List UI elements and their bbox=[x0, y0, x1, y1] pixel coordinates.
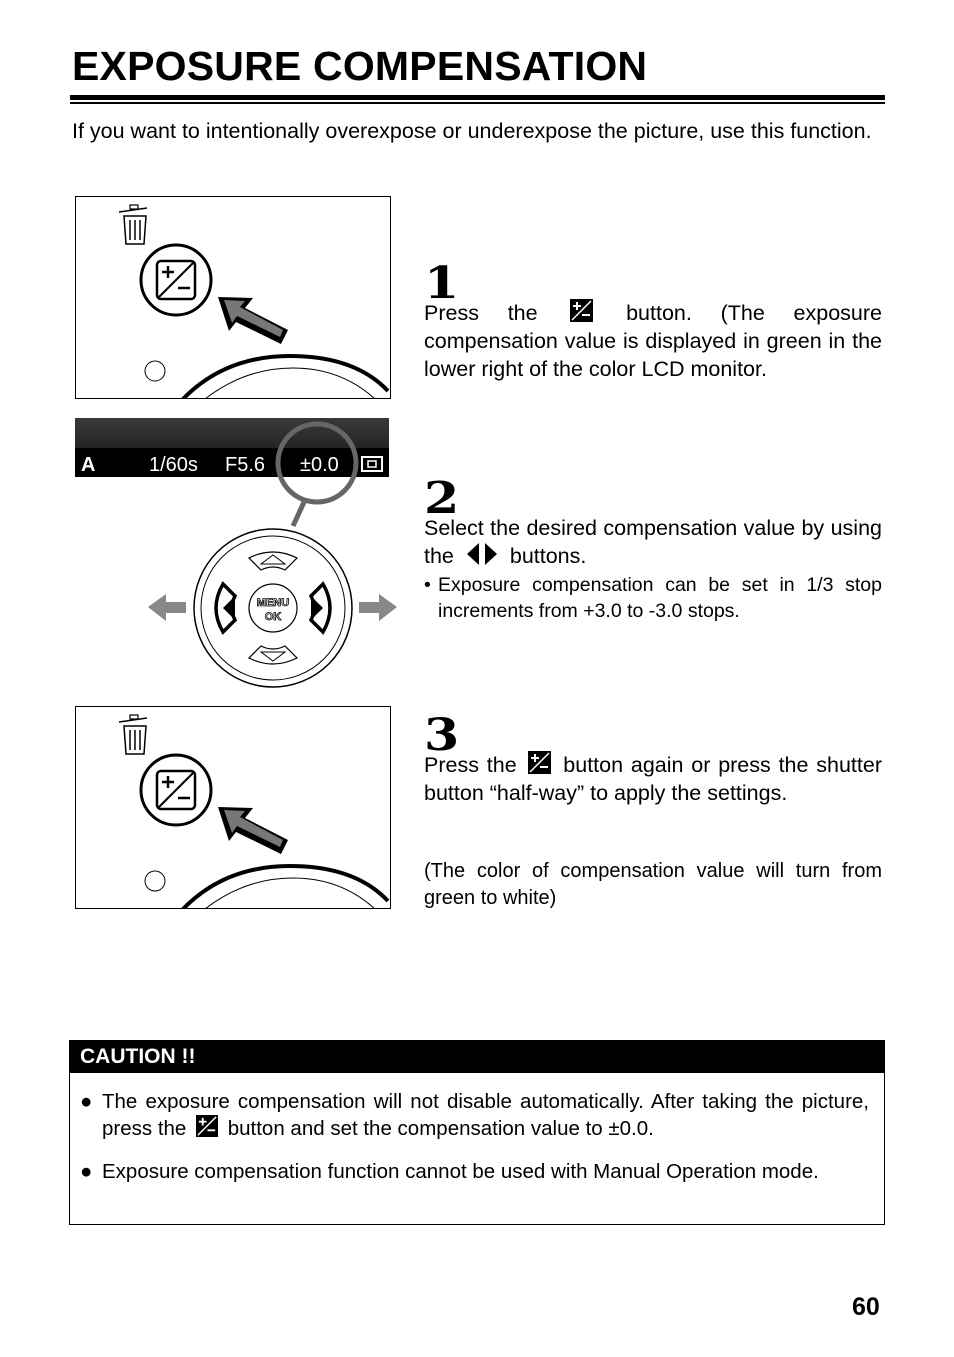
caution-box bbox=[69, 1040, 885, 1225]
exposure-compensation-icon bbox=[141, 755, 211, 825]
right-direction-arrow-icon bbox=[359, 594, 397, 621]
lcd-shutter: 1/60s bbox=[149, 454, 198, 476]
step-2-text-before: Select the desired compensation value by using the bbox=[424, 516, 882, 568]
dpad-center-menu: MENU bbox=[256, 597, 290, 609]
exposure-compensation-icon bbox=[141, 245, 211, 315]
bullet-dot-icon: • bbox=[424, 574, 431, 596]
caution-heading: CAUTION !! bbox=[70, 1041, 884, 1073]
caution-item-2-text: Exposure compensation function cannot be used with Manual Operation mode. bbox=[102, 1160, 819, 1183]
step-2-bullet bbox=[424, 572, 882, 624]
step-1-number: 1 bbox=[424, 258, 460, 309]
figure-lcd-dpad bbox=[75, 418, 405, 688]
step-2-text-after: buttons. bbox=[509, 544, 587, 568]
step-3-text-before: Press the bbox=[424, 753, 517, 777]
page-number: 60 bbox=[852, 1293, 880, 1321]
lcd-aperture: F5.6 bbox=[225, 454, 266, 476]
caution-item-1 bbox=[80, 1088, 869, 1142]
dpad-center-ok: OK bbox=[264, 611, 282, 623]
bullet-dot-icon: ● bbox=[80, 1090, 93, 1113]
exposure-compensation-icon bbox=[528, 751, 551, 774]
step-2-text bbox=[424, 514, 882, 570]
bullet-dot-icon: ● bbox=[80, 1160, 93, 1183]
exposure-compensation-icon bbox=[570, 299, 593, 322]
left-direction-arrow-icon bbox=[148, 594, 186, 621]
figure-camera-back-2 bbox=[75, 706, 391, 909]
title-rule-thick bbox=[70, 95, 885, 100]
step-2-number: 2 bbox=[424, 473, 460, 524]
lcd-mode: A bbox=[81, 454, 96, 476]
step-3-text bbox=[424, 751, 882, 807]
title-rule-thin bbox=[70, 102, 885, 104]
intro-paragraph: If you want to intentionally overexpose or underexpose the picture, use this function. bbox=[72, 119, 872, 143]
exposure-compensation-icon bbox=[196, 1115, 218, 1137]
left-right-arrows-icon bbox=[466, 543, 498, 565]
step-1-text-before: Press the bbox=[424, 301, 538, 325]
step-1-text bbox=[424, 299, 882, 383]
step-1-text-after: button. (The exposure compensation value is displayed in green in the lower right of the color LCD monitor. bbox=[424, 301, 882, 381]
caution-item-1-after: button and set the compensation value to ±0.0. bbox=[227, 1117, 654, 1140]
caution-item-2 bbox=[80, 1158, 869, 1185]
step-3-note: (The color of compensation value will turn from green to white) bbox=[424, 860, 882, 909]
step-3-text-after: button again or press the shutter button “half-way” to apply the settings. bbox=[424, 753, 882, 805]
dpad bbox=[194, 529, 352, 687]
figure-camera-back-1 bbox=[75, 196, 391, 399]
lcd-ev-value: ±0.0 bbox=[300, 454, 339, 476]
caution-item-1-before: The exposure compensation will not disable automatically. After taking the picture, press the bbox=[102, 1090, 869, 1140]
step-3-number: 3 bbox=[424, 710, 460, 761]
page-title: EXPOSURE COMPENSATION bbox=[72, 43, 648, 89]
step-2-bullet-text: Exposure compensation can be set in 1/3 stop increments from +3.0 to -3.0 stops. bbox=[438, 574, 882, 622]
